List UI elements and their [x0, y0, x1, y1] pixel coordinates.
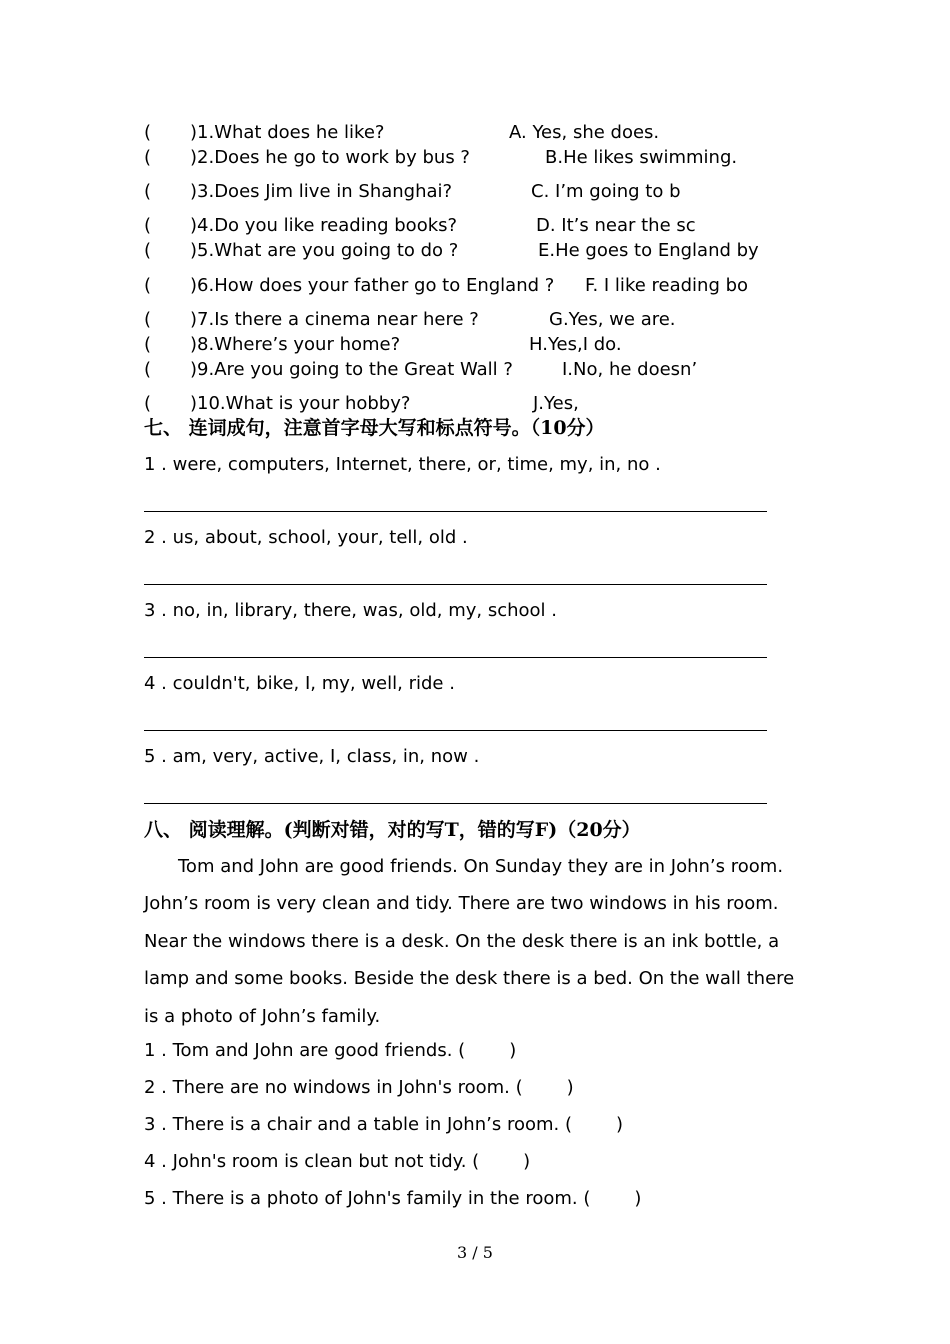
matching-row: ( )3.Does Jim live in Shanghai? C. I’m going to b: [144, 181, 681, 202]
question-text: )2.Does he go to work by bus ?: [190, 147, 470, 168]
tf-question: 4 . John's room is clean but not tidy. ( ): [144, 1151, 531, 1172]
matching-row: ( )5.What are you going to do ? E.He goes to England by: [144, 240, 759, 261]
answer-option: H.Yes,I do.: [529, 334, 622, 355]
answer-option: B.He likes swimming.: [545, 147, 738, 168]
sentence-item: 5 . am, very, active, I, class, in, now .: [144, 746, 480, 767]
answer-line[interactable]: [144, 803, 767, 804]
answer-option: G.Yes, we are.: [549, 309, 676, 330]
matching-row: ( )2.Does he go to work by bus ? B.He likes swimming.: [144, 147, 738, 168]
page-number: 3 / 5: [457, 1243, 493, 1262]
question-text: )4.Do you like reading books?: [190, 215, 458, 236]
section-8-heading: 八、 阅读理解。(判断对错，对的写T，错的写F)（20分）: [144, 819, 641, 841]
answer-option: E.He goes to England by: [538, 240, 759, 261]
question-text: )3.Does Jim live in Shanghai?: [190, 181, 453, 202]
matching-row: ( )10.What is your hobby? J.Yes,: [144, 393, 579, 414]
answer-option: F. I like reading bo: [585, 275, 749, 296]
sentence-item: 2 . us, about, school, your, tell, old .: [144, 527, 468, 548]
matching-row: ( )4.Do you like reading books? D. It’s near the sc: [144, 215, 696, 236]
matching-row: ( )9.Are you going to the Great Wall ? I.No, he doesn’: [144, 359, 698, 380]
tf-question: 5 . There is a photo of John's family in the room. ( ): [144, 1188, 642, 1209]
question-text: )8.Where’s your home?: [190, 334, 401, 355]
answer-line[interactable]: [144, 657, 767, 658]
answer-option: A. Yes, she does.: [509, 122, 660, 143]
answer-option: J.Yes,: [533, 393, 579, 414]
question-text: )10.What is your hobby?: [190, 393, 411, 414]
reading-passage: Tom and John are good friends. On Sunday they are in John’s room. John’s room is very clean and tidy. There are two windows in his room. Near the windows there is a desk. On the desk there is an ink bottle, a lamp and some books. Beside the desk there is a bed. On the wall there is a photo of John’s family.: [144, 856, 795, 1027]
question-text: )1.What does he like?: [190, 122, 385, 143]
question-text: )6.How does your father go to England ?: [190, 275, 555, 296]
sentence-item: 4 . couldn't, bike, I, my, well, ride .: [144, 673, 455, 694]
tf-question: 1 . Tom and John are good friends. ( ): [144, 1040, 517, 1061]
question-text: )7.Is there a cinema near here ?: [190, 309, 479, 330]
tf-question: 3 . There is a chair and a table in John’s room. ( ): [144, 1114, 624, 1135]
matching-row: ( )7.Is there a cinema near here ? G.Yes, we are.: [144, 309, 676, 330]
answer-line[interactable]: [144, 511, 767, 512]
answer-option: C. I’m going to b: [531, 181, 681, 202]
section-7-heading: 七、 连词成句，注意首字母大写和标点符号。（10分）: [144, 417, 605, 439]
matching-row: ( )1.What does he like? A. Yes, she does.: [144, 122, 660, 143]
sentence-item: 1 . were, computers, Internet, there, or, time, my, in, no .: [144, 454, 661, 475]
answer-option: I.No, he doesn’: [562, 359, 698, 380]
matching-row: ( )6.How does your father go to England ? F. I like reading bo: [144, 275, 749, 296]
question-text: )9.Are you going to the Great Wall ?: [190, 359, 513, 380]
question-text: )5.What are you going to do ?: [190, 240, 459, 261]
answer-line[interactable]: [144, 730, 767, 731]
answer-line[interactable]: [144, 584, 767, 585]
tf-question: 2 . There are no windows in John's room. ( ): [144, 1077, 574, 1098]
answer-option: D. It’s near the sc: [536, 215, 696, 236]
sentence-item: 3 . no, in, library, there, was, old, my, school .: [144, 600, 557, 621]
matching-row: ( )8.Where’s your home? H.Yes,I do.: [144, 334, 622, 355]
